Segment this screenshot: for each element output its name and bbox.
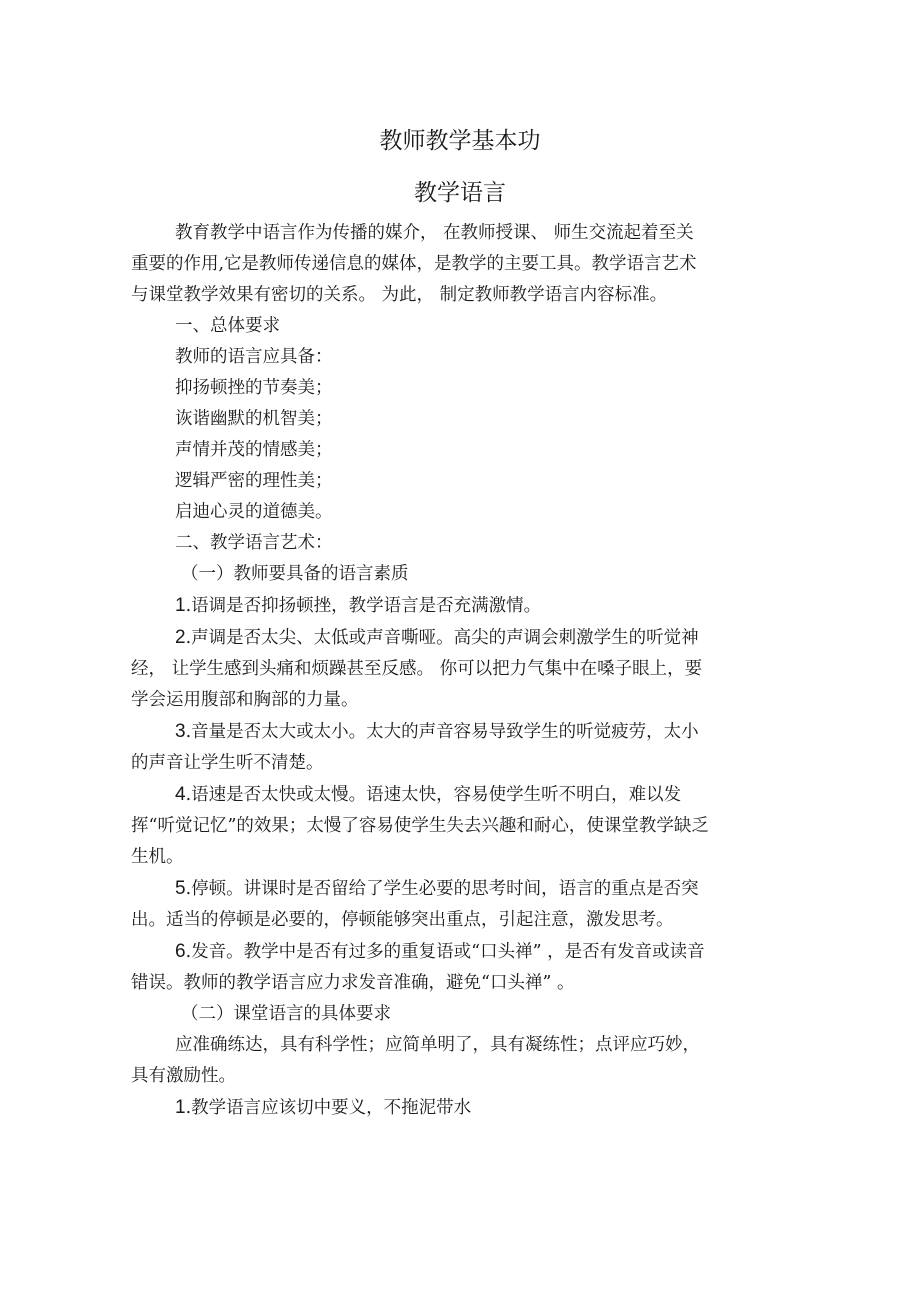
section2-heading: 二、教学语言艺术： (175, 533, 333, 553)
point-number: 6 (175, 941, 186, 962)
point-text: .停顿。讲课时是否留给了学生必要的思考时间，语言的重点是否突出。适当的停顿是必要的，停顿能够突出重点，引起注意，激发思考。 (131, 879, 699, 930)
point-number: 1 (175, 1097, 186, 1118)
point-text: .发音。教学中是否有过多的重复语或“口头禅” ，是否有发音或读音错误。教师的教学语言应力求发音准确，避免“口头禅” 。 (131, 942, 705, 993)
numbered-point (131, 716, 711, 779)
document-body (131, 218, 711, 1124)
quality-item: 逻辑严密的理性美； (175, 471, 333, 491)
numbered-point (131, 590, 711, 622)
point-text: .音量是否太大或太小。太大的声音容易导致学生的听觉疲劳，太小的声音让学生听不清楚。 (131, 722, 699, 773)
point-number: 2 (175, 627, 186, 648)
section1-heading: 一、总体要求 (175, 316, 280, 336)
point-number: 5 (175, 878, 186, 899)
point-text: .教学语言应该切中要义，不拖泥带水 (185, 1098, 472, 1118)
point-number: 1 (175, 595, 186, 616)
subsection2-paragraph: 应准确练达，具有科学性；应简单明了，具有凝练性；点评应巧妙，具有激励性。 (131, 1035, 700, 1086)
numbered-point (131, 873, 711, 936)
point-text: .语速是否太快或太慢。语速太快，容易使学生听不明白，难以发挥“听觉记忆”的效果；太慢了容易使学生失去兴趣和耐心，使课堂教学缺乏生机。 (131, 785, 709, 867)
numbered-point (131, 1092, 711, 1124)
point-number: 3 (175, 721, 186, 742)
numbered-point (131, 622, 711, 716)
document-title: 教师教学基本功 (379, 128, 541, 154)
point-text: .声调是否太尖、太低或声音嘶哑。高尖的声调会刺激学生的听觉神经， 让学生感到头痛和烦躁甚至反感。 你可以把力气集中在嗓子眼上，要学会运用腹部和胸部的力量。 (131, 628, 703, 710)
numbered-point (131, 936, 711, 999)
quality-item: 抑扬顿挫的节奏美； (175, 378, 333, 398)
subsection1-heading: （一）教师要具备的语言素质 (181, 564, 409, 584)
point-text: .语调是否抑扬顿挫，教学语言是否充满激情。 (185, 596, 542, 616)
numbered-point (131, 779, 711, 873)
document-subtitle: 教学语言 (414, 180, 506, 206)
quality-item: 声情并茂的情感美； (175, 440, 333, 460)
section1-lead: 教师的语言应具备： (175, 347, 333, 367)
quality-item: 启迪心灵的道德美。 (175, 502, 333, 522)
subsection2-heading: （二）课堂语言的具体要求 (181, 1004, 391, 1024)
quality-item: 诙谐幽默的机智美； (175, 409, 333, 429)
point-number: 4 (175, 784, 186, 805)
intro-paragraph: 教育教学中语言作为传播的媒介， 在教师授课、 师生交流起着至关重要的作用,它是教师传递信息的媒体，是教学的主要工具。教学语言艺术与课堂教学效果有密切的关系。 为此， 制定教师教学语言内容标准。 (131, 223, 697, 305)
